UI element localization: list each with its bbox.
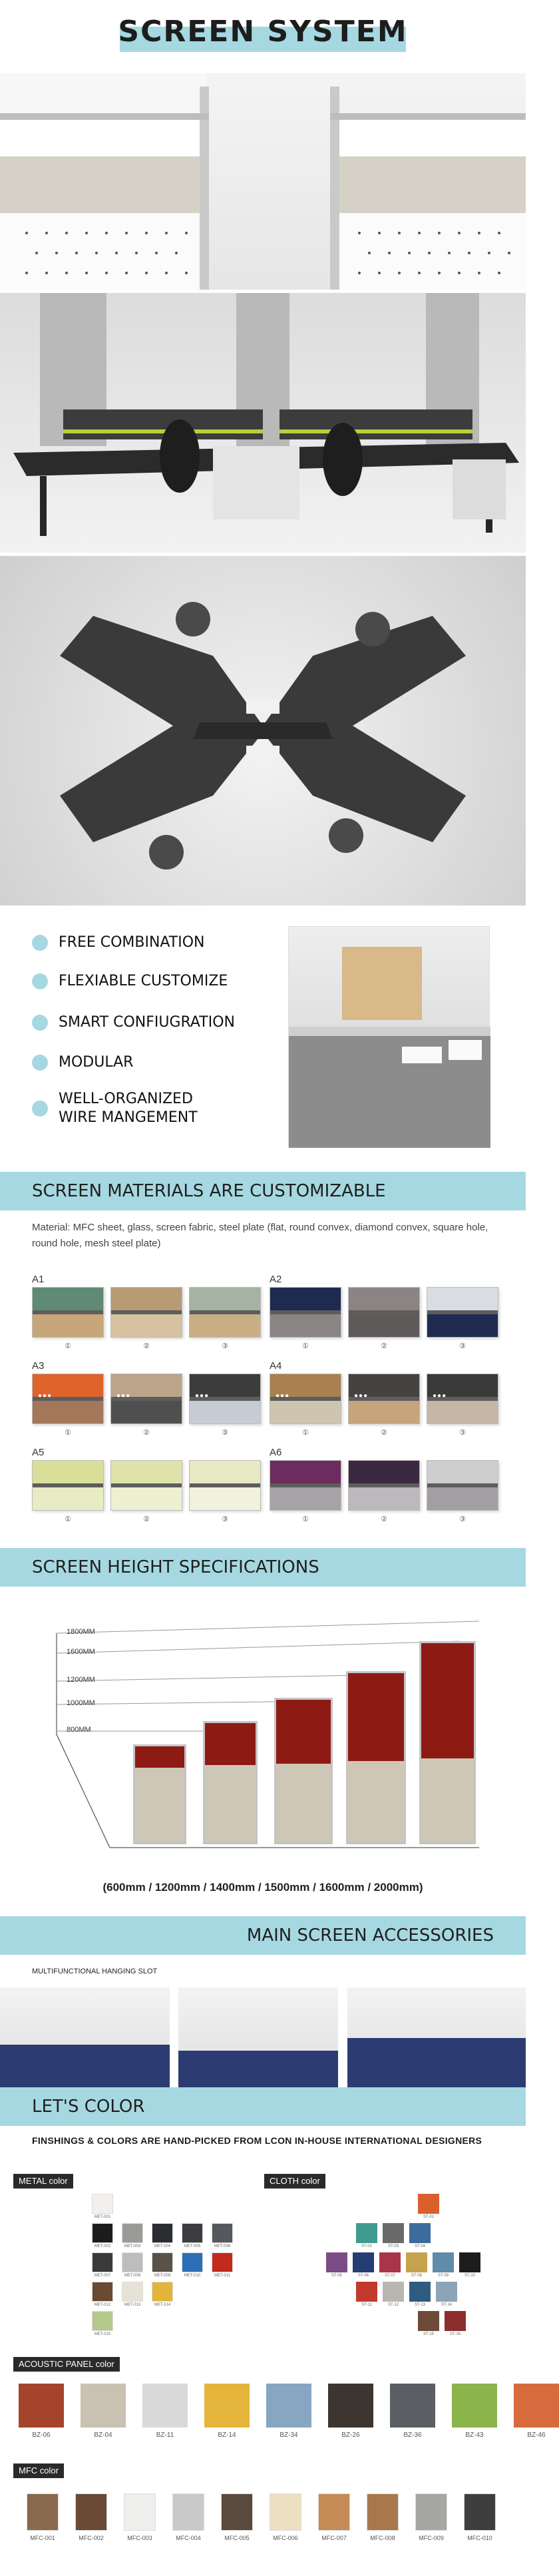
feature-text: MODULAR bbox=[59, 1054, 134, 1071]
hanging-slot-label: MULTIFUNCTIONAL HANGING SLOT bbox=[32, 1967, 158, 1975]
acoustic-color-code: BZ-11 bbox=[156, 2432, 174, 2439]
material-swatch bbox=[348, 1460, 420, 1511]
cloth-color-chip bbox=[459, 2252, 480, 2272]
heights-heading-bar bbox=[0, 1548, 526, 1587]
feature-item bbox=[32, 933, 204, 952]
shelf-illustration bbox=[289, 927, 490, 1148]
mfc-color-code: MFC-008 bbox=[370, 2535, 395, 2541]
swatch-number: ② bbox=[143, 1515, 150, 1523]
swatch-bottom bbox=[427, 1487, 498, 1510]
material-swatch bbox=[32, 1374, 104, 1424]
swatch-number: ① bbox=[302, 1429, 309, 1437]
mfc-color-code: MFC-009 bbox=[419, 2535, 444, 2541]
top-view-illustration bbox=[0, 556, 526, 905]
metal-color-chip bbox=[152, 2252, 173, 2272]
swatch-bottom bbox=[270, 1487, 341, 1510]
swatch-bottom bbox=[190, 1314, 260, 1337]
metal-color-code: MET-015 bbox=[94, 2332, 111, 2336]
swatch-top bbox=[190, 1461, 260, 1483]
cloth-color-chip bbox=[436, 2282, 457, 2302]
material-swatch bbox=[110, 1287, 182, 1338]
metal-color-chip bbox=[92, 2282, 113, 2302]
material-swatch bbox=[427, 1287, 498, 1338]
feature-item bbox=[32, 1053, 133, 1072]
swatch-number: ① bbox=[65, 1342, 71, 1350]
height-label: 1600MM bbox=[67, 1648, 95, 1656]
perforation-dots-icon: ●●● bbox=[195, 1392, 210, 1400]
swatch-bottom bbox=[190, 1401, 260, 1423]
metal-color-chip bbox=[92, 2194, 113, 2214]
material-group-label: A1 bbox=[32, 1274, 45, 1285]
swatch-number: ② bbox=[381, 1429, 387, 1437]
cloth-color-code: ST-08 bbox=[411, 2274, 422, 2278]
cloth-color-chip bbox=[433, 2252, 454, 2272]
cloth-color-code: ST-01 bbox=[423, 2215, 434, 2219]
metal-color-code: MET-011 bbox=[214, 2274, 230, 2278]
material-swatch bbox=[270, 1287, 341, 1338]
materials-description: Material: MFC sheet, glass, screen fabric, steel plate (flat, round convex, diamond convex, square hole, round hole, mesh steel plate) bbox=[32, 1222, 488, 1249]
cloth-color-code: ST-03 bbox=[387, 2244, 399, 2248]
swatch-number: ③ bbox=[459, 1342, 466, 1350]
metal-color-chip bbox=[122, 2282, 143, 2302]
material-swatch bbox=[32, 1287, 104, 1338]
swatch-top bbox=[33, 1288, 103, 1310]
material-group-label: A4 bbox=[270, 1360, 282, 1372]
bullet-dot-icon bbox=[32, 1015, 48, 1031]
swatch-top bbox=[427, 1461, 498, 1483]
height-label: 1800MM bbox=[67, 1628, 95, 1636]
section-heading: SCREEN MATERIALS ARE CUSTOMIZABLE bbox=[32, 1181, 386, 1201]
metal-color-chip bbox=[182, 2223, 203, 2243]
feature-text: FREE COMBINATION bbox=[59, 934, 205, 951]
mfc-color-code: MFC-002 bbox=[79, 2535, 104, 2541]
screen-panel bbox=[203, 1721, 258, 1844]
perforation-dots-icon: ●●● bbox=[354, 1392, 369, 1400]
bullet-dot-icon bbox=[32, 935, 48, 951]
swatch-number: ③ bbox=[222, 1515, 228, 1523]
mfc-color-code: MFC-005 bbox=[224, 2535, 250, 2541]
cloth-color-chip bbox=[406, 2252, 427, 2272]
height-label: 1000MM bbox=[67, 1699, 95, 1707]
cloth-color-code: ST-06 bbox=[357, 2274, 369, 2278]
cloth-color-chip bbox=[383, 2282, 404, 2302]
acoustic-color-code: BZ-34 bbox=[280, 2432, 298, 2439]
acoustic-color-code: BZ-43 bbox=[465, 2432, 484, 2439]
swatch-bottom bbox=[427, 1314, 498, 1337]
swatch-top bbox=[33, 1461, 103, 1483]
cloth-color-tag: CLOTH color bbox=[264, 2174, 325, 2189]
metal-color-code: MET-002 bbox=[94, 2244, 111, 2248]
metal-color-code: MET-009 bbox=[154, 2274, 171, 2278]
perforation-dots-icon: ●●● bbox=[38, 1392, 53, 1400]
feature-text: WELL-ORGANIZED WIRE MANGEMENT bbox=[59, 1091, 198, 1126]
screen-panel bbox=[133, 1744, 186, 1844]
cloth-color-code: ST-12 bbox=[387, 2303, 399, 2307]
height-label: 1200MM bbox=[67, 1676, 95, 1684]
material-swatch bbox=[270, 1374, 341, 1424]
cloth-color-code: ST-13 bbox=[414, 2303, 425, 2307]
cloth-color-code: ST-05 bbox=[331, 2274, 342, 2278]
swatch-top bbox=[111, 1461, 182, 1483]
top-view-photo bbox=[0, 556, 526, 905]
material-group-label: A6 bbox=[270, 1447, 282, 1458]
mfc-color-code: MFC-010 bbox=[467, 2535, 492, 2541]
mfc-color-chip bbox=[27, 2493, 59, 2531]
metal-color-chip bbox=[152, 2223, 173, 2243]
height-diagram bbox=[0, 1601, 526, 1874]
mfc-color-chip bbox=[172, 2493, 204, 2531]
acoustic-color-code: BZ-14 bbox=[218, 2432, 236, 2439]
material-swatch bbox=[270, 1460, 341, 1511]
acoustic-color-chip bbox=[452, 2384, 497, 2428]
material-swatch bbox=[32, 1460, 104, 1511]
acoustic-color-chip bbox=[19, 2384, 64, 2428]
feature-item bbox=[32, 1013, 235, 1032]
swatch-number: ① bbox=[65, 1515, 71, 1523]
cloth-color-chip bbox=[356, 2282, 377, 2302]
metal-color-code: MET-012 bbox=[94, 2303, 111, 2307]
cloth-color-chip bbox=[383, 2223, 404, 2243]
swatch-top bbox=[349, 1288, 419, 1310]
metal-color-tag: METAL color bbox=[13, 2174, 73, 2189]
metal-color-code: MET-006 bbox=[214, 2244, 231, 2248]
screen-closeup-illustration bbox=[0, 73, 526, 290]
metal-color-code: MET-001 bbox=[94, 2215, 111, 2219]
swatch-bottom bbox=[270, 1314, 341, 1337]
acoustic-color-chip bbox=[328, 2384, 373, 2428]
mfc-color-chip bbox=[124, 2493, 156, 2531]
metal-color-code: MET-005 bbox=[184, 2244, 201, 2248]
mfc-color-code: MFC-006 bbox=[273, 2535, 298, 2541]
cloth-color-code: ST-15 bbox=[423, 2332, 434, 2336]
metal-color-chip bbox=[92, 2311, 113, 2331]
swatch-number: ③ bbox=[222, 1429, 228, 1437]
metal-color-code: MET-008 bbox=[124, 2274, 141, 2278]
material-swatch bbox=[189, 1374, 261, 1424]
acoustic-color-chip bbox=[142, 2384, 188, 2428]
mfc-color-chip bbox=[464, 2493, 496, 2531]
mfc-color-chip bbox=[367, 2493, 399, 2531]
cloth-color-chip bbox=[356, 2223, 377, 2243]
mfc-color-code: MFC-001 bbox=[30, 2535, 55, 2541]
metal-color-code: MET-003 bbox=[124, 2244, 141, 2248]
mfc-color-code: MFC-003 bbox=[127, 2535, 152, 2541]
swatch-number: ① bbox=[302, 1342, 309, 1350]
acoustic-color-code: BZ-46 bbox=[527, 2432, 546, 2439]
cloth-color-code: ST-04 bbox=[414, 2244, 425, 2248]
section-heading: LET'S COLOR bbox=[32, 2097, 145, 2117]
cloth-color-chip bbox=[445, 2311, 466, 2331]
swatch-bottom bbox=[349, 1401, 419, 1423]
swatch-top bbox=[427, 1288, 498, 1310]
acoustic-color-chip bbox=[514, 2384, 559, 2428]
perforation-dots-icon: ●●● bbox=[276, 1392, 290, 1400]
screen-closeup-photo bbox=[0, 73, 526, 290]
acoustic-color-chip bbox=[390, 2384, 435, 2428]
page-title: SCREEN SYSTEM bbox=[118, 15, 408, 49]
metal-color-chip bbox=[212, 2252, 233, 2272]
heights-caption: (600mm / 1200mm / 1400mm / 1500mm / 1600mm / 2000mm) bbox=[102, 1881, 423, 1894]
acoustic-color-tag: ACOUSTIC PANEL color bbox=[13, 2357, 120, 2372]
swatch-number: ② bbox=[143, 1429, 150, 1437]
height-label: 800MM bbox=[67, 1726, 91, 1734]
swatch-bottom bbox=[111, 1314, 182, 1337]
swatch-bottom bbox=[270, 1401, 341, 1423]
swatch-bottom bbox=[349, 1487, 419, 1510]
workstation-illustration bbox=[0, 293, 526, 553]
cloth-color-code: ST-02 bbox=[361, 2244, 372, 2248]
metal-color-code: MET-010 bbox=[184, 2274, 201, 2278]
swatch-number: ② bbox=[143, 1342, 150, 1350]
acoustic-color-code: BZ-06 bbox=[32, 2432, 51, 2439]
bullet-dot-icon bbox=[32, 1101, 48, 1117]
feature-text: SMART CONFIUGRATION bbox=[59, 1014, 235, 1031]
swatch-number: ① bbox=[65, 1429, 71, 1437]
materials-heading-bar bbox=[0, 1172, 526, 1210]
bullet-dot-icon bbox=[32, 973, 48, 989]
metal-color-chip bbox=[122, 2223, 143, 2243]
title-block bbox=[0, 0, 526, 60]
swatch-number: ③ bbox=[459, 1515, 466, 1523]
cloth-color-code: ST-11 bbox=[361, 2303, 372, 2307]
cloth-color-chip bbox=[418, 2311, 439, 2331]
swatch-bottom bbox=[427, 1401, 498, 1423]
swatch-number: ② bbox=[381, 1342, 387, 1350]
metal-color-code: MET-007 bbox=[94, 2274, 111, 2278]
feature-item bbox=[32, 972, 228, 991]
color-heading-bar bbox=[0, 2087, 526, 2126]
swatch-number: ③ bbox=[222, 1342, 228, 1350]
material-swatch bbox=[189, 1460, 261, 1511]
workstation-photo bbox=[0, 293, 526, 553]
swatch-top bbox=[270, 1288, 341, 1310]
swatch-top bbox=[111, 1288, 182, 1310]
section-heading: MAIN SCREEN ACCESSORIES bbox=[246, 1926, 494, 1945]
cloth-color-chip bbox=[379, 2252, 401, 2272]
cloth-color-code: ST-14 bbox=[441, 2303, 452, 2307]
swatch-bottom bbox=[33, 1314, 103, 1337]
acoustic-color-code: BZ-36 bbox=[403, 2432, 422, 2439]
mfc-color-code: MFC-007 bbox=[321, 2535, 347, 2541]
swatch-number: ① bbox=[302, 1515, 309, 1523]
material-swatch bbox=[348, 1374, 420, 1424]
accessory-shelf-photo bbox=[288, 926, 490, 1147]
swatch-number: ③ bbox=[459, 1429, 466, 1437]
mfc-color-chip bbox=[75, 2493, 107, 2531]
cloth-color-chip bbox=[409, 2282, 431, 2302]
cloth-color-chip bbox=[353, 2252, 374, 2272]
cloth-color-chip bbox=[418, 2194, 439, 2214]
metal-color-code: MET-014 bbox=[154, 2303, 171, 2307]
feature-text: FLEXIABLE CUSTOMIZE bbox=[59, 973, 228, 989]
metal-color-chip bbox=[212, 2223, 233, 2243]
acoustic-color-code: BZ-04 bbox=[94, 2432, 112, 2439]
mfc-color-code: MFC-004 bbox=[176, 2535, 201, 2541]
material-swatch bbox=[189, 1287, 261, 1338]
cloth-color-chip bbox=[326, 2252, 347, 2272]
swatch-top bbox=[349, 1461, 419, 1483]
swatch-number: ② bbox=[381, 1515, 387, 1523]
swatch-bottom bbox=[111, 1487, 182, 1510]
material-swatch bbox=[427, 1460, 498, 1511]
cloth-color-code: ST-07 bbox=[384, 2274, 395, 2278]
mfc-color-chip bbox=[270, 2493, 301, 2531]
material-swatch bbox=[348, 1287, 420, 1338]
mfc-color-chip bbox=[415, 2493, 447, 2531]
color-subtitle: FINSHINGS & COLORS ARE HAND-PICKED FROM LCON IN-HOUSE INTERNATIONAL DESIGNERS bbox=[32, 2135, 482, 2146]
accessories-heading-bar bbox=[0, 1916, 526, 1955]
swatch-bottom bbox=[33, 1401, 103, 1423]
cloth-color-chip bbox=[409, 2223, 431, 2243]
swatch-bottom bbox=[349, 1314, 419, 1337]
acoustic-color-chip bbox=[204, 2384, 250, 2428]
material-swatch bbox=[427, 1374, 498, 1424]
swatch-bottom bbox=[33, 1487, 103, 1510]
acoustic-color-code: BZ-26 bbox=[341, 2432, 360, 2439]
material-group-label: A3 bbox=[32, 1360, 45, 1372]
perforation-dots-icon: ●●● bbox=[433, 1392, 447, 1400]
cloth-color-code: ST-10 bbox=[464, 2274, 475, 2278]
swatch-bottom bbox=[111, 1401, 182, 1423]
cloth-color-code: ST-16 bbox=[449, 2332, 461, 2336]
perforation-dots-icon: ●●● bbox=[116, 1392, 131, 1400]
material-swatch bbox=[110, 1374, 182, 1424]
metal-color-code: MET-013 bbox=[124, 2303, 141, 2307]
metal-color-chip bbox=[182, 2252, 203, 2272]
mfc-color-chip bbox=[318, 2493, 350, 2531]
material-swatch bbox=[110, 1460, 182, 1511]
mfc-color-tag: MFC color bbox=[13, 2463, 64, 2478]
swatch-top bbox=[270, 1461, 341, 1483]
metal-color-chip bbox=[152, 2282, 173, 2302]
metal-color-code: MET-004 bbox=[154, 2244, 171, 2248]
feature-item bbox=[32, 1090, 198, 1127]
metal-color-chip bbox=[92, 2223, 113, 2243]
bullet-dot-icon bbox=[32, 1055, 48, 1071]
acoustic-color-chip bbox=[266, 2384, 311, 2428]
section-heading: SCREEN HEIGHT SPECIFICATIONS bbox=[32, 1557, 319, 1577]
features-section bbox=[0, 922, 526, 1162]
screen-panel bbox=[274, 1698, 333, 1844]
metal-color-chip bbox=[92, 2252, 113, 2272]
acoustic-color-chip bbox=[81, 2384, 126, 2428]
material-group-label: A5 bbox=[32, 1447, 45, 1458]
metal-color-chip bbox=[122, 2252, 143, 2272]
swatch-bottom bbox=[190, 1487, 260, 1510]
cloth-color-code: ST-09 bbox=[437, 2274, 449, 2278]
mfc-color-chip bbox=[221, 2493, 253, 2531]
material-group-label: A2 bbox=[270, 1274, 282, 1285]
screen-panel bbox=[419, 1641, 476, 1844]
swatch-top bbox=[190, 1288, 260, 1310]
screen-panel bbox=[346, 1671, 406, 1844]
